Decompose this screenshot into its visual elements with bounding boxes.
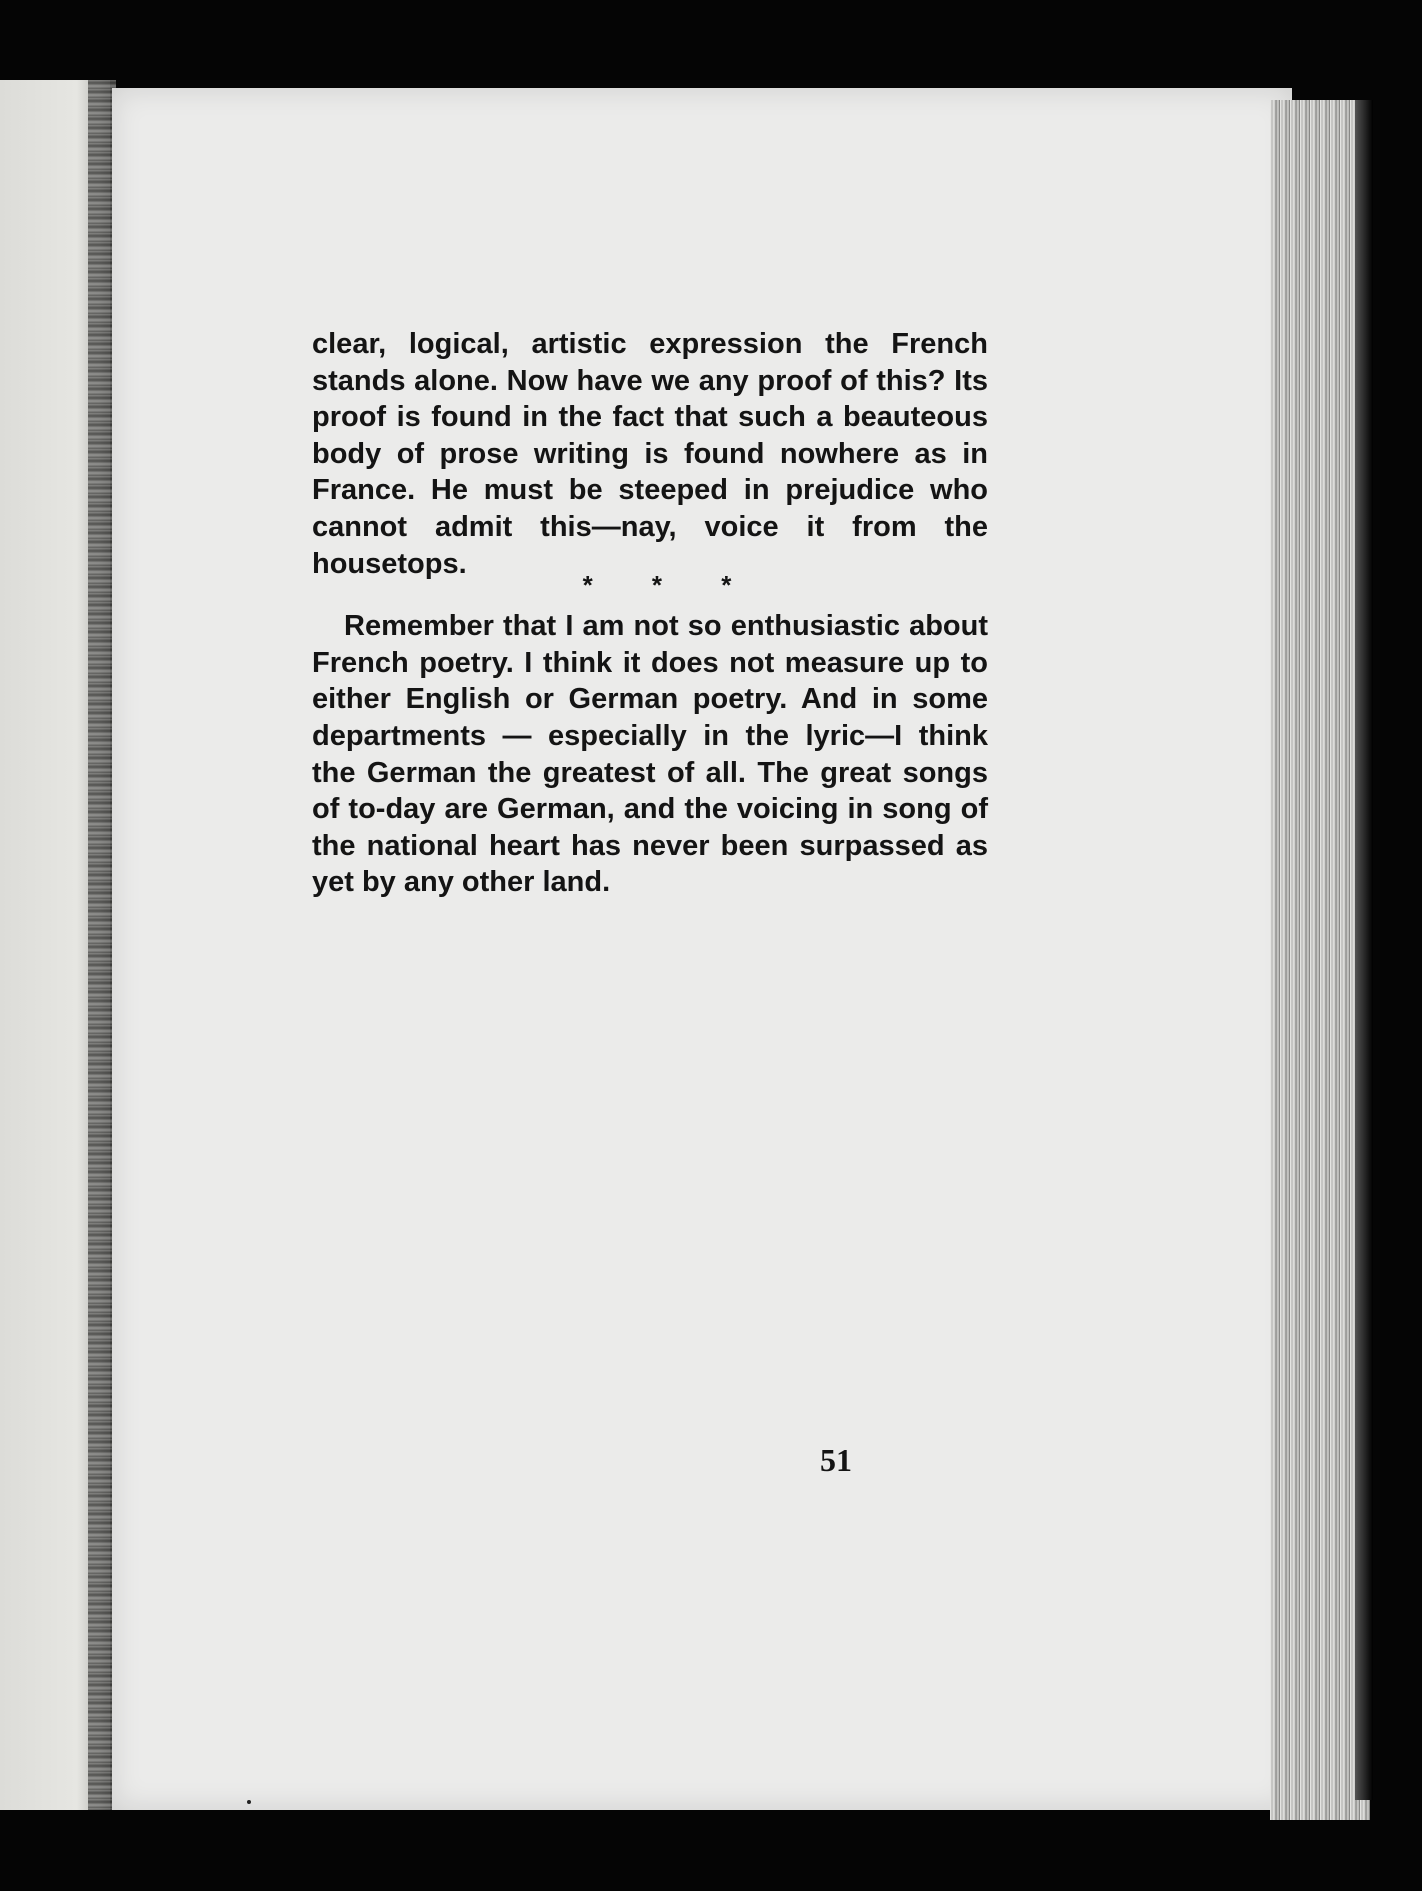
dust-speck xyxy=(247,1800,251,1804)
section-separator: * * * xyxy=(582,570,758,601)
paragraph-2: Remember that I am not so enthusiastic about French poetry. I think it does not measure up to either English or German poetry. And in some departments — especially in the lyric—I think the German the greatest of all. The great songs of to-day are German, and the voicing in song of the national heart has never been surpassed as yet by any other land. xyxy=(312,610,988,899)
page-number: 51 xyxy=(820,1442,852,1478)
page-edge-shadow xyxy=(1355,100,1373,1800)
body-text xyxy=(312,326,988,901)
paragraph-1: clear, logical, artistic expression the French stands alone. Now have we any proof of this? Its proof is found in the fact that such a beauteous body of prose writing is found nowhere as in France. He must be steeped in prejudice who cannot admit this—nay, voice it from the housetops. xyxy=(312,328,988,580)
